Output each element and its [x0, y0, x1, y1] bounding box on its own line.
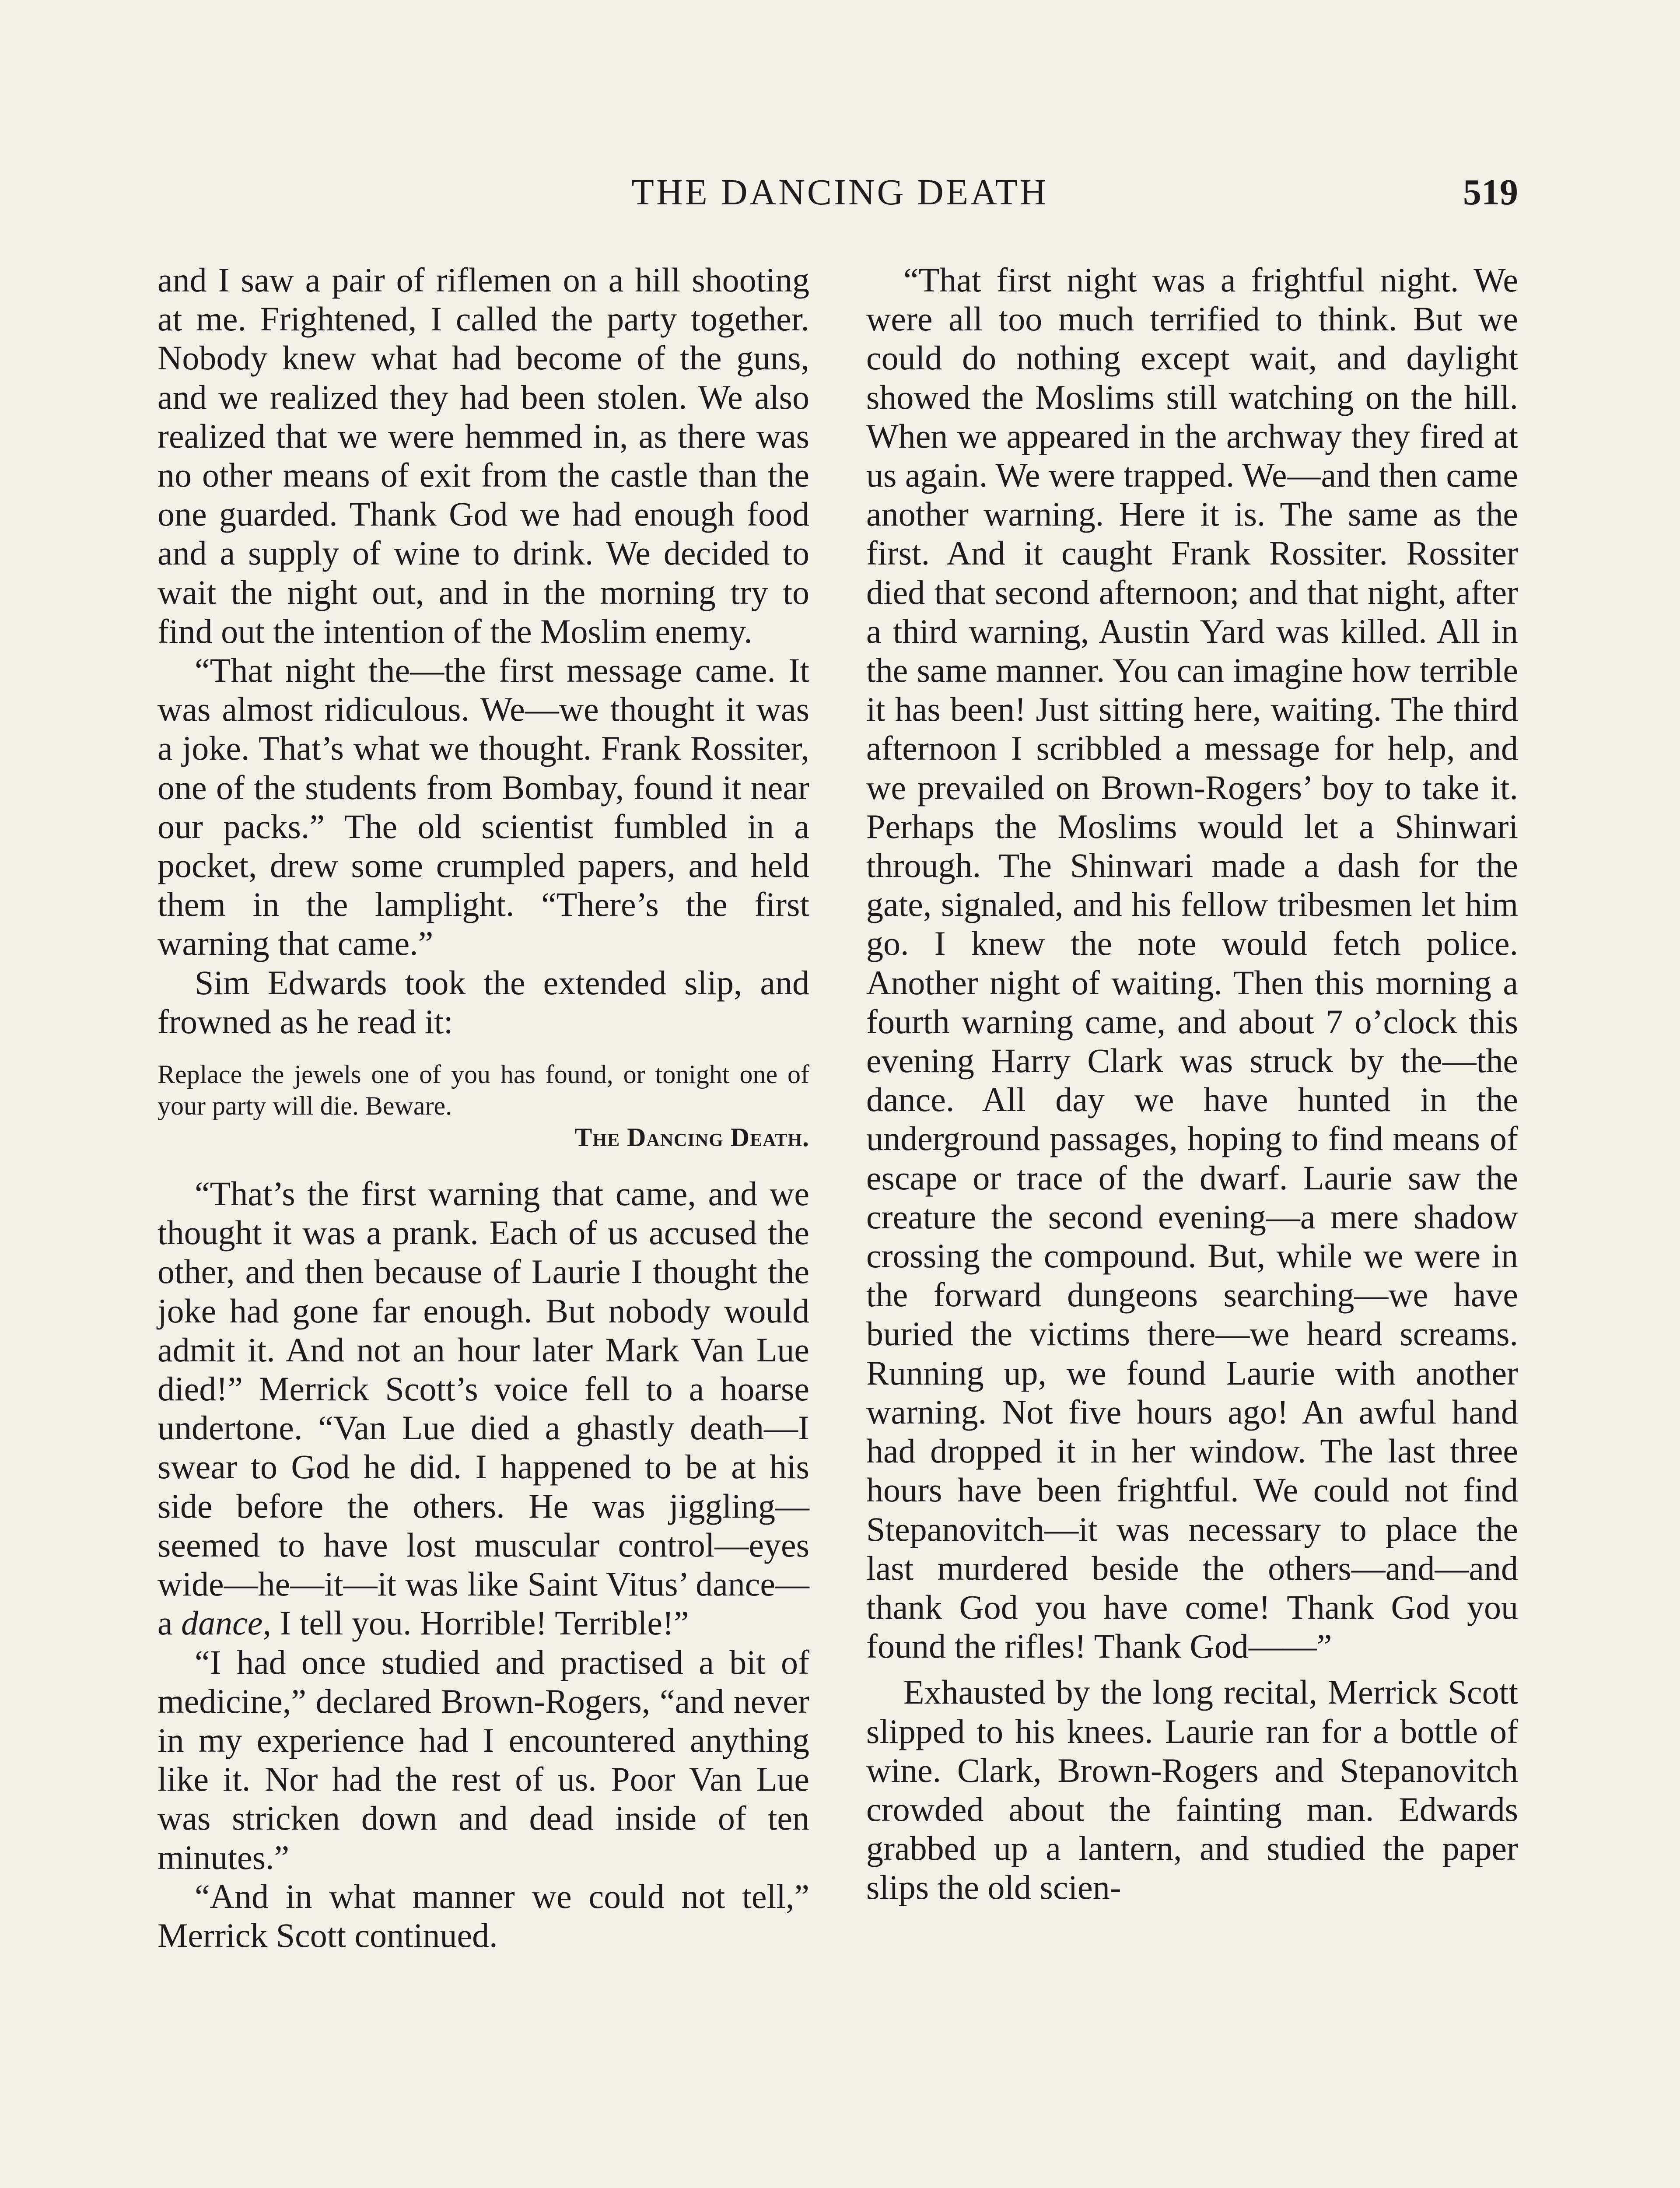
page-number: 519: [1463, 172, 1518, 213]
emphasis-text: dance,: [181, 1604, 271, 1642]
paragraph: Sim Edwards took the extended slip, and frowned as he read it:: [158, 963, 809, 1041]
running-title: THE DANCING DEATH: [631, 172, 1049, 213]
paragraph-text: “That’s the first warning that came, and we thought it was a prank. Each of us accused the other, and then because of Laurie I thought the joke had gone far enough. But nobody would admit it. And not an hour later Mark Van Lue died!” Merrick Scott’s voice fell to a hoarse undertone. “Van Lue died a ghastly death—I swear to God he did. I happened to be at his side before the others. He was jiggling—seemed to have lost muscular control—eyes wide—he—it—it was like Saint Vitus’ dance—a: [158, 1175, 809, 1642]
paragraph: “That night the—the first message came. It was almost ridiculous. We—we thought it was a joke. That’s what we thought. Frank Rossiter, one of the students from Bombay, found it near our packs.” The old scientist fumbled in a pocket, drew some crumpled papers, and held them in the lamplight. “There’s the first warning that came.”: [158, 651, 809, 963]
warning-note-signature-row: [158, 1122, 809, 1153]
paragraph: [158, 1174, 809, 1642]
warning-note: [158, 1059, 809, 1153]
paragraph: “That first night was a frightful night. We were all too much terrified to think. But we could do nothing except wait, and daylight showed the Moslims still watching on the hill. When we appeared in the archway they fired at us again. We were trapped. We—and then came another warning. Here it is. The same as the first. And it caught Frank Rossiter. Rossiter died that second afternoon; and that night, after a third warning, Austin Yard was killed. All in the same manner. You can imagine how terrible it has been! Just sitting here, waiting. The third afternoon I scribbled a message for help, and we prevailed on Brown-Rogers’ boy to take it. Perhaps the Moslims would let a Shinwari through. The Shinwari made a dash for the gate, signaled, and his fellow tribesmen let him go. I knew the note would fetch police. Another night of waiting. Then this morning a fourth warning came, and about 7 o’clock this evening Harry Clark was struck by the—the dance. All day we have hunted in the underground passages, hoping to find means of escape or trace of the dwarf. Laurie saw the creature the second evening—a mere shadow crossing the compound. But, while we were in the forward dungeons searching—we have buried the victims there—we heard screams. Running up, we found Laurie with another warning. Not five hours ago! An awful hand had dropped it in her window. The last three hours have been frightful. We could not find Stepanovitch—it was necessary to place the last murdered beside the others—and—and thank God you have come! Thank God you found the rifles! Thank God——”: [866, 261, 1518, 1666]
page-header: [162, 166, 1518, 228]
paragraph: and I saw a pair of riflemen on a hill shooting at me. Frightened, I called the party together. Nobody knew what had become of the guns, and we realized they had been stolen. We also realized that we were hemmed in, as there was no other means of exit from the castle than the one guarded. Thank God we had enough food and a supply of wine to drink. We decided to wait the night out, and in the morning try to find out the intention of the Moslim enemy.: [158, 261, 809, 650]
left-column: [158, 260, 809, 1955]
paragraph: Exhausted by the long recital, Merrick Scott slipped to his knees. Laurie ran for a bottle of wine. Clark, Brown-Rogers and Stepanovitch crowded about the fainting man. Edwards grabbed up a lantern, and studied the paper slips the old scien-: [866, 1673, 1518, 1907]
right-column: [866, 260, 1518, 1907]
paragraph-text: I tell you. Horrible! Terrible!”: [271, 1604, 689, 1642]
paragraph: “I had once studied and practised a bit of medicine,” declared Brown-Rogers, “and never in my experience had I encountered anything like it. Nor had the rest of us. Poor Van Lue was stricken down and dead inside of ten minutes.”: [158, 1643, 809, 1876]
warning-note-signature: The Dancing Death.: [574, 1123, 809, 1152]
warning-note-text: Replace the jewels one of you has found, or tonight one of your party will die. Beware.: [158, 1060, 809, 1121]
paragraph: “And in what manner we could not tell,” Merrick Scott continued.: [158, 1877, 809, 1954]
